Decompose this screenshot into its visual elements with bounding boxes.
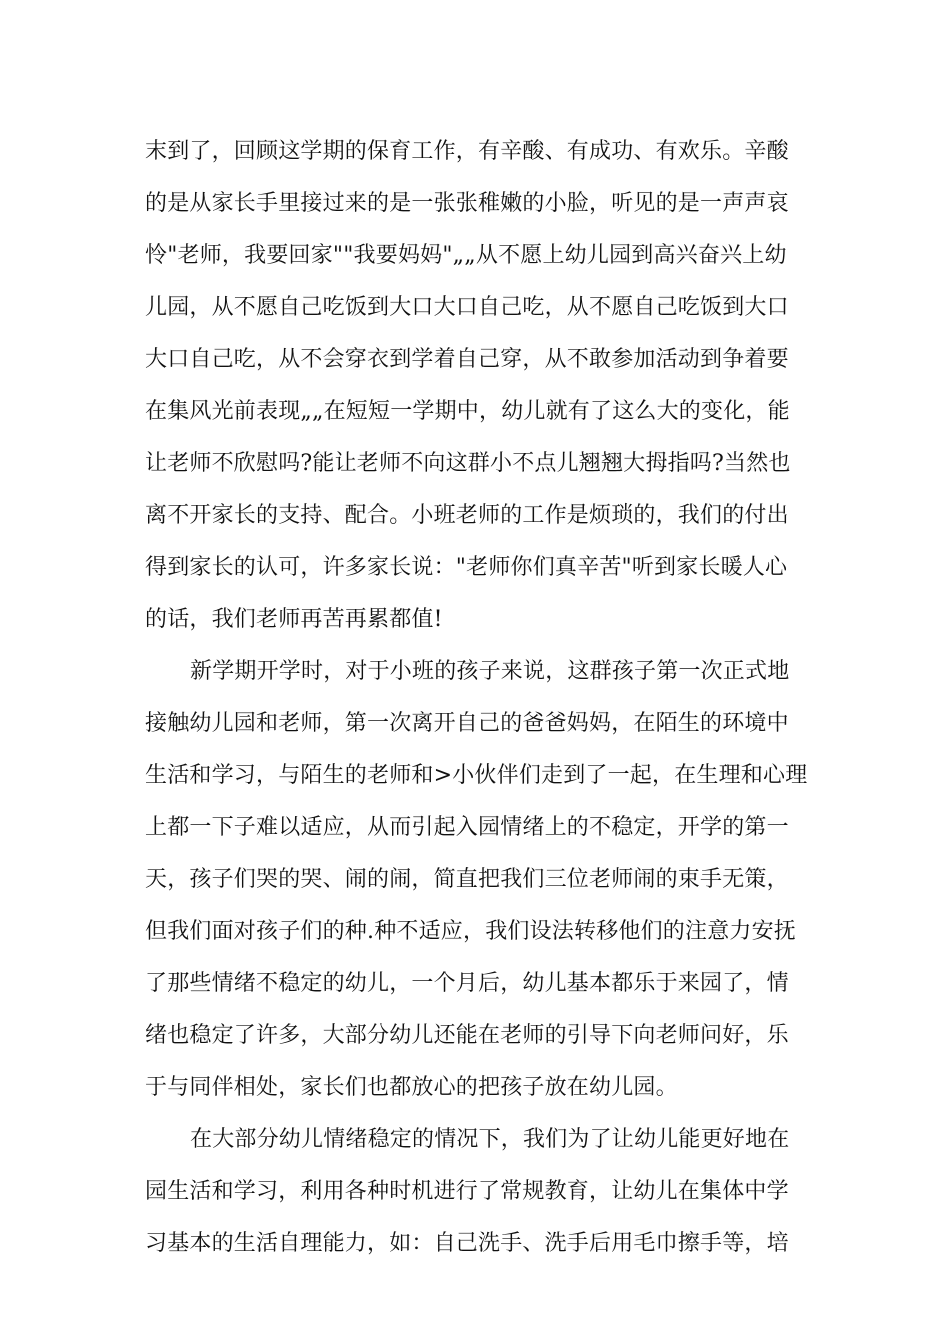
text-line: 天，孩子们哭的哭、闹的闹，简直把我们三位老师闹的束手无策， <box>145 867 789 892</box>
text-line: 生活和学习，与陌生的老师和>小伙伴们走到了一起，在生理和心理 <box>145 763 808 788</box>
text-line: 末到了，回顾这学期的保育工作，有辛酸、有成功、有欢乐。辛酸 <box>145 139 789 164</box>
text-line: 的是从家长手里接过来的是一张张稚嫩的小脸，听见的是一声声哀 <box>145 191 789 216</box>
text-line: 得到家长的认可，许多家长说："老师你们真辛苦"听到家长暖人心 <box>145 555 788 580</box>
text-line: 上都一下子难以适应，从而引起入园情绪上的不稳定，开学的第一 <box>145 815 789 840</box>
text-line: 于与同伴相处，家长们也都放心的把孩子放在幼儿园。 <box>145 1075 678 1100</box>
paragraph-first-line: 在大部分幼儿情绪稳定的情况下，我们为了让幼儿能更好地在 <box>190 1127 790 1152</box>
text-line: 但我们面对孩子们的种.种不适应，我们设法转移他们的注意力安抚 <box>145 919 796 944</box>
text-line: 园生活和学习，利用各种时机进行了常规教育，让幼儿在集体中学 <box>145 1179 789 1204</box>
text-line: 在集风光前表现„„在短短一学期中，幼儿就有了这么大的变化，能 <box>145 399 790 424</box>
text-line: 习基本的生活自理能力，如：自己洗手、洗手后用毛巾擦手等，培 <box>145 1231 789 1256</box>
text-line: 怜"老师，我要回家""我要妈妈"„„从不愿上幼儿园到高兴奋兴上幼 <box>145 243 787 268</box>
text-line: 大口自己吃，从不会穿衣到学着自己穿，从不敢参加活动到争着要 <box>145 347 789 372</box>
text-line: 的话，我们老师再苦再累都值! <box>145 607 443 632</box>
text-line: 绪也稳定了许多，大部分幼儿还能在老师的引导下向老师问好，乐 <box>145 1023 789 1048</box>
text-line: 儿园，从不愿自己吃饭到大口大口自己吃，从不愿自己吃饭到大口 <box>145 295 789 320</box>
text-line: 让老师不欣慰吗?能让老师不向这群小不点儿翘翘大拇指吗?当然也 <box>145 451 791 476</box>
text-line: 接触幼儿园和老师，第一次离开自己的爸爸妈妈，在陌生的环境中 <box>145 711 789 736</box>
text-line: 了那些情绪不稳定的幼儿，一个月后，幼儿基本都乐于来园了，情 <box>145 971 789 996</box>
paragraph-first-line: 新学期开学时，对于小班的孩子来说，这群孩子第一次正式地 <box>190 659 790 684</box>
text-line: 离不开家长的支持、配合。小班老师的工作是烦琐的，我们的付出 <box>145 503 789 528</box>
